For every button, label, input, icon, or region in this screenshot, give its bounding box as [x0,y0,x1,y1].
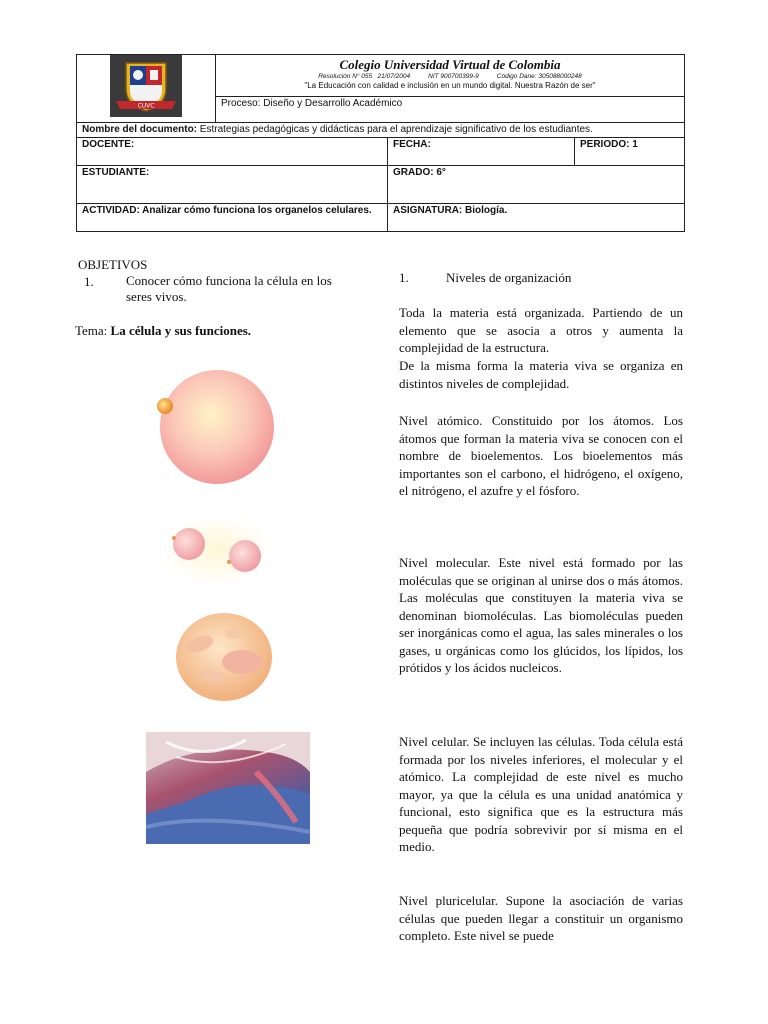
fecha-cell: FECHA: [388,138,575,166]
school-logo [110,55,182,117]
estudiante-cell: ESTUDIANTE: [77,166,388,204]
docente-cell: DOCENTE: [77,138,388,166]
intro-paragraph: Toda la materia está organizada. Partiendo de un elemento que se asocia a otros y aumenta la complejidad de la estructura. [399,305,683,355]
svg-text:CUVC: CUVC [137,102,155,110]
tema-label: Tema: [75,323,111,338]
objective-text: Conocer cómo funciona la célula en los seres vivos. [126,273,332,304]
objetivos-heading: OBJETIVOS [78,257,148,272]
molecular-level-paragraph: Nivel molecular. Este nivel está formado por las moléculas que se originan al unirse dos o más átomos. Las moléculas que constituyen la materia viva se denominan biomoléculas. Las biomoléculas pueden ser inorgánicas como el agua, las sales minerales o los gases, u orgánicas como los glúcidos, los lípidos, los prótidos y los ácidos nucleicos. [399,555,683,675]
tema-line [75,322,251,340]
document-name-value: Estrategias pedagógicas y didácticas para el aprendizaje significativo de los estudiantes. [197,123,593,135]
process-cell: Proceso: Diseño y Desarrollo Académico [216,97,685,122]
college-info [216,55,685,97]
motto-line: "La Educación con calidad e inclusión en un mundo digital. Nuestra Razón de ser" [304,81,596,91]
section-number: 1. [399,270,409,285]
pluricellular-level-paragraph: Nivel pluricelular. Supone la asociación de varias células que pueden llegar a constituir un organismo completo. Este nivel se puede [399,893,683,943]
document-name-cell [77,122,685,138]
logo-cell [77,55,216,123]
intro-paragraph-2: De la misma forma la materia viva se organiza en distintos niveles de complejidad. [399,358,683,391]
objective-number: 1. [84,274,94,289]
document-name-label: Nombre del documento: [82,123,198,135]
cell-organelles-image [172,610,276,704]
college-name: Colegio Universidad Virtual de Colombia [339,57,561,72]
grado-cell: GRADO: 6° [388,166,685,204]
section-title: Niveles de organización [446,270,572,285]
tissue-micrograph-image [146,732,310,844]
periodo-cell: PERIODO: 1 [575,138,685,166]
document-header [76,54,685,232]
resolution-line: Resolución N° 055 21/07/2004 NIT 900700399-9 Código Dane: 305088000248 [318,73,582,81]
tema-value: La célula y sus funciones. [110,323,252,338]
single-cell-image [150,366,280,490]
cellular-level-paragraph: Nivel celular. Se incluyen las células. Toda célula está formada por los niveles inferiores, el molecular y el atómico. La complejidad de este nivel es mucho mayor, ya que la célula es una unidad anatómica y funcional, esto significa que es la estructura más pequeña que podría sobrevivir por sí misma en el medio. [399,734,683,854]
atomic-level-paragraph: Nivel atómico. Constituido por los átomos. Los átomos que forman la materia viva se conocen con el nombre de bioelementos. Los bioelementos más importantes son el carbono, el hidrógeno, el oxígeno, el nitrógeno, el azufre y el fósforo. [399,413,683,498]
dividing-cells-image [165,514,270,586]
actividad-cell: ACTIVIDAD: Analizar cómo funciona los organelos celulares. [77,204,388,232]
asignatura-cell: ASIGNATURA: Biología. [388,204,685,232]
